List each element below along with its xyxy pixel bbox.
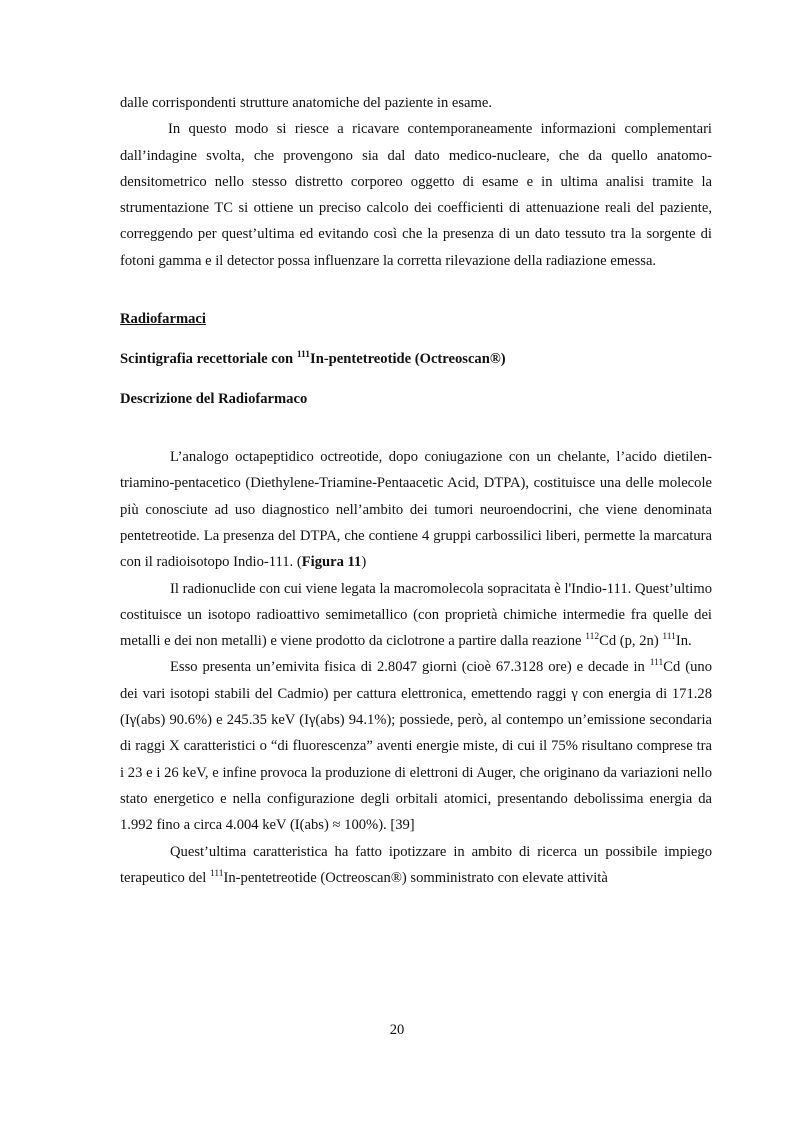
paragraph-therapy-text1: Quest’ultima caratteristica ha fatto ipotizzare in ambito di ricerca un possibile impiego terapeutico del <box>120 843 712 886</box>
section-heading-text: Radiofarmaci <box>120 311 206 328</box>
isotope-sup: 112 <box>585 632 600 643</box>
paragraph-indio-mid: Cd (p, 2n) <box>599 633 663 650</box>
body-text <box>120 90 712 891</box>
paragraph-indio <box>120 576 712 655</box>
subsection-heading-pre: Scintigrafia recettoriale con <box>120 351 297 368</box>
paragraph-therapy-text2: In-pentetreotide (Octreoscan®) somministrato con elevate attività <box>223 869 608 886</box>
paragraph-indio-end: In. <box>675 633 692 650</box>
paragraph-continuation: dalle corrispondenti strutture anatomiche del paziente in esame. <box>120 95 492 111</box>
spacer <box>120 372 712 386</box>
subsubsection-heading: Descrizione del Radiofarmaco <box>120 391 308 408</box>
paragraph-tc-attenuation: In questo modo si riesce a ricavare contemporaneamente informazioni complementari dall’indagine svolta, che provengono sia dal dato medico-nucleare, che da quello anatomo-densitometrico nello stesso distretto corporeo oggetto di esame e in ultima analisi tramite la strumentazione TC si ottiene un preciso calcolo dei coefficienti di attenuazione reali del paziente, correggendo per quest’ultima ed evitando così che la presenza di un dato tessuto tra la sorgente di fotoni gamma e il detector possa influenzare la corretta rilevazione della radiazione emessa. <box>120 121 712 269</box>
paragraph-octreotide <box>120 444 712 575</box>
section-heading <box>120 306 712 332</box>
isotope-sup: 111 <box>209 868 224 879</box>
isotope-sup: 111 <box>662 632 676 643</box>
paragraph-octreotide-close: ) <box>361 554 367 571</box>
figure-reference: Figura 11 <box>301 554 362 571</box>
subsection-heading-post: In-pentetreotide (Octreoscan®) <box>310 351 506 368</box>
spacer <box>120 412 712 444</box>
page-number: 20 <box>389 1022 405 1038</box>
paragraph-decay-text2: Cd (uno dei vari isotopi stabili del Cadmio) per cattura elettronica, emettendo raggi γ con energia di 171.28 (Iγ(abs) 90.6%) e 245.35 keV (Iγ(abs) 94.1%); possiede, però, al contempo un’emissione secondaria di raggi X caratteristici o “di fluorescenza” aventi energie miste, di cui il 75% risultano comprese tra i 23 e i 26 keV, e infine provoca la produzione di elettroni di Auger, che originano da variazioni nello stato energetico e nella configurazione degli orbitali atomici, presentando debolissima energia da 1.992 fino a circa 4.004 keV (I(abs) ≈ 100%). [39] <box>120 659 712 834</box>
spacer <box>120 274 712 306</box>
subsection-heading-sup: 111 <box>296 350 311 361</box>
paragraph-therapy <box>120 839 712 892</box>
paragraph-octreotide-text: L’analogo octapeptidico octreotide, dopo coniugazione con un chelante, l’acido dietilen-triamino-pentacetico (Diethylene-Triamine-Pentaacetic Acid, DTPA), costituisce una delle molecole più conosciute ad uso diagnostico nell’ambito dei tumori neuroendocrini, che viene denominata pentetreotide. La presenza del DTPA, che contiene 4 gruppi carbossilici liberi, permette la marcatura con il radioisotopo Indio-111. ( <box>120 449 712 571</box>
paragraph-decay <box>120 654 712 838</box>
subsection-heading <box>120 346 712 372</box>
isotope-sup: 111 <box>649 658 664 669</box>
paragraph-decay-text1: Esso presenta un’emivita fisica di 2.8047 giorni (cioè 67.3128 ore) e decade in <box>170 659 650 676</box>
spacer <box>120 332 712 346</box>
paragraph-indio-text: Il radionuclide con cui viene legata la macromolecola sopracitata è l'Indio-111. Quest’ultimo costituisce un isotopo radioattivo semimetallico (con proprietà chimiche intermedie fra quelle dei metalli e dei non metalli) e viene prodotto da ciclotrone a partire dalla reazione <box>120 580 712 650</box>
